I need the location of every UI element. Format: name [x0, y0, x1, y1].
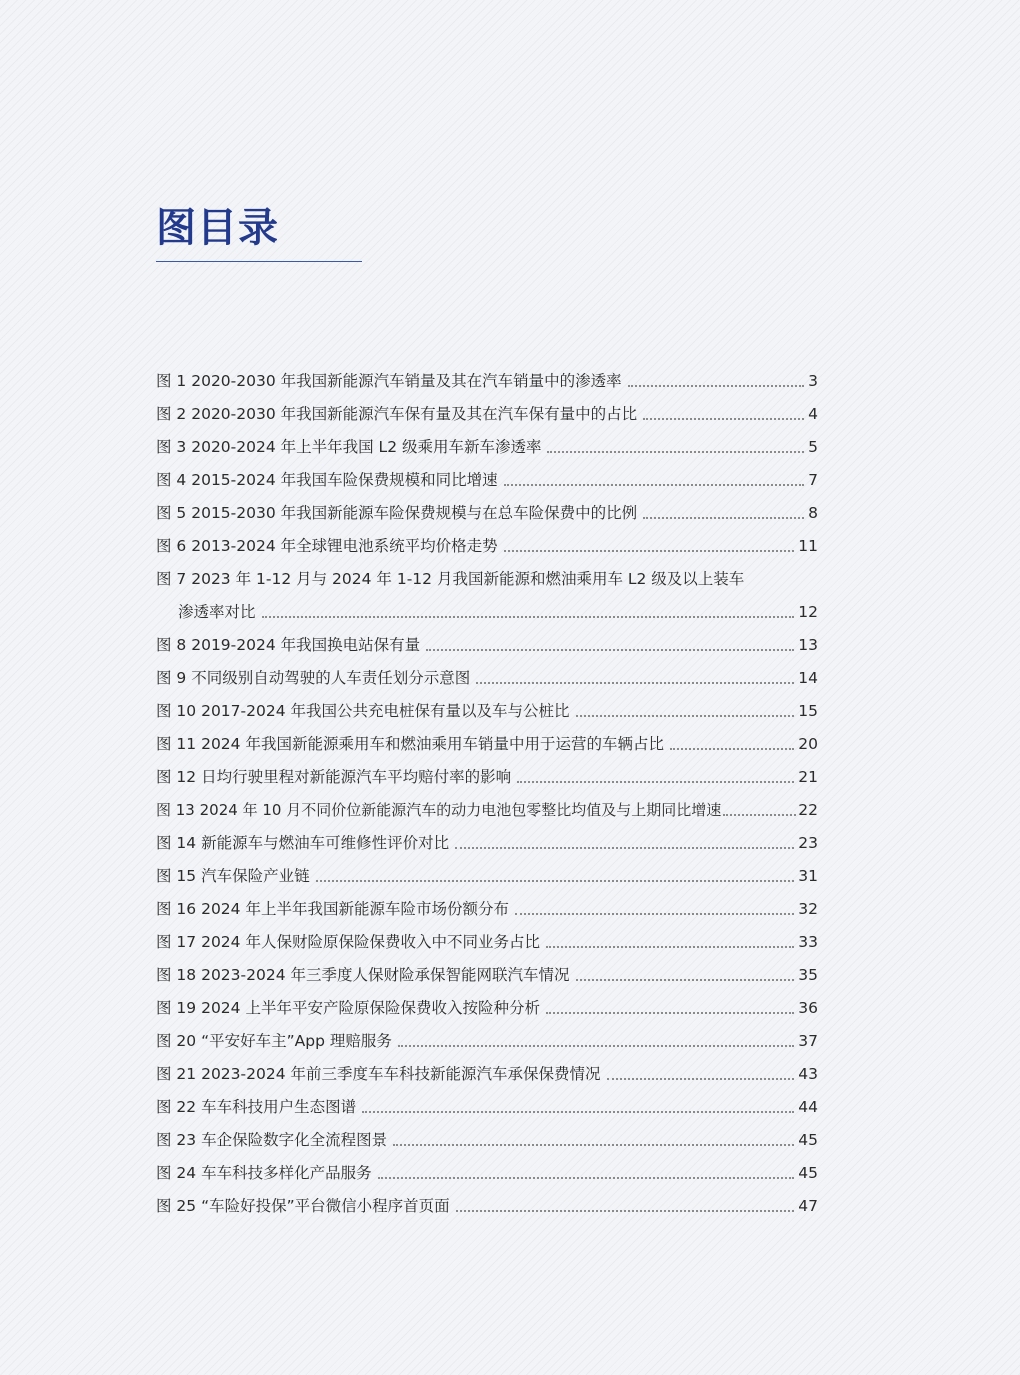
toc-entry-page: 32	[798, 900, 818, 918]
toc-entry-page: 12	[798, 603, 818, 621]
toc-entry-page: 45	[798, 1131, 818, 1149]
toc-entry-label: 图 5 2015-2030 年我国新能源车险保费规模与在总车险保费中的比例	[156, 504, 638, 522]
toc-entry[interactable]	[156, 626, 818, 659]
toc-entry-label: 图 19 2024 上半年平安产险原保险保费收入按险种分析	[156, 999, 540, 1017]
toc-entry-label: 图 25 “车险好投保”平台微信小程序首页面	[156, 1197, 450, 1215]
toc-entry-label: 图 14 新能源车与燃油车可维修性评价对比	[156, 834, 450, 852]
dot-leader	[455, 847, 794, 849]
dot-leader	[476, 682, 794, 684]
toc-entry-page: 20	[798, 735, 818, 753]
toc-entry[interactable]	[156, 428, 818, 461]
toc-entry-label-line1: 图 7 2023 年 1-12 月与 2024 年 1-12 月我国新能源和燃油乘用车 L2 级及以上装车	[156, 570, 745, 588]
toc-entry-label: 图 15 汽车保险产业链	[156, 867, 310, 885]
dot-leader	[643, 517, 804, 519]
toc-entry-label: 图 21 2023-2024 年前三季度车车科技新能源汽车承保保费情况	[156, 1065, 601, 1083]
dot-leader	[576, 715, 795, 717]
dot-leader	[576, 979, 795, 981]
toc-entry[interactable]	[156, 956, 818, 989]
toc-entry[interactable]	[156, 758, 818, 791]
dot-leader	[546, 946, 794, 948]
toc-entry[interactable]	[156, 395, 818, 428]
dot-leader	[504, 484, 804, 486]
toc-entry-page: 11	[798, 537, 818, 555]
dot-leader	[426, 649, 794, 651]
toc-entry-page: 37	[798, 1032, 818, 1050]
dot-leader	[378, 1177, 795, 1179]
toc-entry-label: 图 12 日均行驶里程对新能源汽车平均赔付率的影响	[156, 768, 512, 786]
toc-entry-label: 图 24 车车科技多样化产品服务	[156, 1164, 372, 1182]
toc-entry-label: 图 8 2019-2024 年我国换电站保有量	[156, 636, 421, 654]
dot-leader	[398, 1045, 794, 1047]
toc-entry[interactable]	[156, 890, 818, 923]
toc-entry[interactable]	[156, 1187, 818, 1220]
toc-entry-page: 14	[798, 669, 818, 687]
toc-entry-page: 45	[798, 1164, 818, 1182]
toc-entry-label: 图 6 2013-2024 年全球锂电池系统平均价格走势	[156, 537, 498, 555]
toc-entry[interactable]	[156, 791, 818, 824]
dot-leader	[393, 1144, 794, 1146]
toc-entry-label: 图 17 2024 年人保财险原保险保费收入中不同业务占比	[156, 933, 540, 951]
toc-entry[interactable]	[156, 989, 818, 1022]
toc-entry-page: 7	[808, 471, 818, 489]
toc-entry-label: 图 9 不同级别自动驾驶的人车责任划分示意图	[156, 669, 471, 687]
toc-entry-label: 图 1 2020-2030 年我国新能源汽车销量及其在汽车销量中的渗透率	[156, 372, 622, 390]
toc-entry-label-line2: 渗透率对比	[178, 603, 256, 621]
toc-entry-page: 13	[798, 636, 818, 654]
toc-entry-page: 5	[808, 438, 818, 456]
toc-entry-page: 31	[798, 867, 818, 885]
figure-list	[156, 362, 818, 1220]
toc-entry-label: 图 3 2020-2024 年上半年我国 L2 级乘用车新车渗透率	[156, 438, 542, 456]
toc-entry[interactable]	[156, 923, 818, 956]
toc-entry-page: 21	[798, 768, 818, 786]
toc-entry-label: 图 2 2020-2030 年我国新能源汽车保有量及其在汽车保有量中的占比	[156, 405, 638, 423]
toc-entry[interactable]	[156, 1121, 818, 1154]
dot-leader	[670, 748, 794, 750]
dot-leader	[262, 616, 795, 618]
dot-leader	[517, 781, 794, 783]
toc-entry[interactable]	[156, 824, 818, 857]
dot-leader	[504, 550, 795, 552]
toc-entry[interactable]	[156, 659, 818, 692]
dot-leader	[316, 880, 795, 882]
toc-entry-page: 22	[798, 801, 818, 819]
toc-entry-page: 4	[808, 405, 818, 423]
toc-entry-page: 35	[798, 966, 818, 984]
toc-entry[interactable]	[156, 725, 818, 758]
toc-entry-label: 图 23 车企保险数字化全流程图景	[156, 1131, 388, 1149]
toc-entry-page: 36	[798, 999, 818, 1017]
dot-leader	[362, 1111, 794, 1113]
dot-leader	[723, 814, 796, 816]
page-title: 图目录	[156, 205, 279, 251]
dot-leader	[628, 385, 804, 387]
toc-entry[interactable]	[156, 857, 818, 890]
toc-entry-page: 3	[808, 372, 818, 390]
toc-entry-page: 23	[798, 834, 818, 852]
toc-entry[interactable]	[156, 1022, 818, 1055]
toc-entry[interactable]	[156, 1154, 818, 1187]
toc-entry-page: 47	[798, 1197, 818, 1215]
toc-entry[interactable]	[156, 494, 818, 527]
toc-entry-page: 43	[798, 1065, 818, 1083]
dot-leader	[643, 418, 804, 420]
toc-entry[interactable]	[156, 461, 818, 494]
toc-entry[interactable]	[156, 1055, 818, 1088]
toc-entry-wrapped-line2[interactable]	[156, 593, 818, 626]
toc-entry-page: 8	[808, 504, 818, 522]
toc-entry-label: 图 4 2015-2024 年我国车险保费规模和同比增速	[156, 471, 498, 489]
dot-leader	[456, 1210, 795, 1212]
toc-entry-wrapped-line1[interactable]	[156, 560, 818, 593]
toc-entry-page: 33	[798, 933, 818, 951]
toc-entry-page: 15	[798, 702, 818, 720]
toc-entry[interactable]	[156, 527, 818, 560]
dot-leader	[546, 1012, 794, 1014]
toc-entry-label: 图 13 2024 年 10 月不同价位新能源汽车的动力电池包零整比均值及与上期同比增速	[156, 801, 722, 819]
dot-leader	[515, 913, 794, 915]
toc-entry[interactable]	[156, 692, 818, 725]
toc-entry-label: 图 20 “平安好车主”App 理赔服务	[156, 1032, 392, 1050]
toc-entry-label: 图 16 2024 年上半年我国新能源车险市场份额分布	[156, 900, 509, 918]
toc-entry-label: 图 11 2024 年我国新能源乘用车和燃油乘用车销量中用于运营的车辆占比	[156, 735, 664, 753]
toc-entry[interactable]	[156, 362, 818, 395]
dot-leader	[547, 451, 804, 453]
dot-leader	[607, 1078, 795, 1080]
toc-entry-page: 44	[798, 1098, 818, 1116]
toc-entry-label: 图 18 2023-2024 年三季度人保财险承保智能网联汽车情况	[156, 966, 570, 984]
title-underline	[156, 261, 362, 262]
toc-entry-label: 图 10 2017-2024 年我国公共充电桩保有量以及车与公桩比	[156, 702, 570, 720]
toc-entry-label: 图 22 车车科技用户生态图谱	[156, 1098, 357, 1116]
toc-entry[interactable]	[156, 1088, 818, 1121]
